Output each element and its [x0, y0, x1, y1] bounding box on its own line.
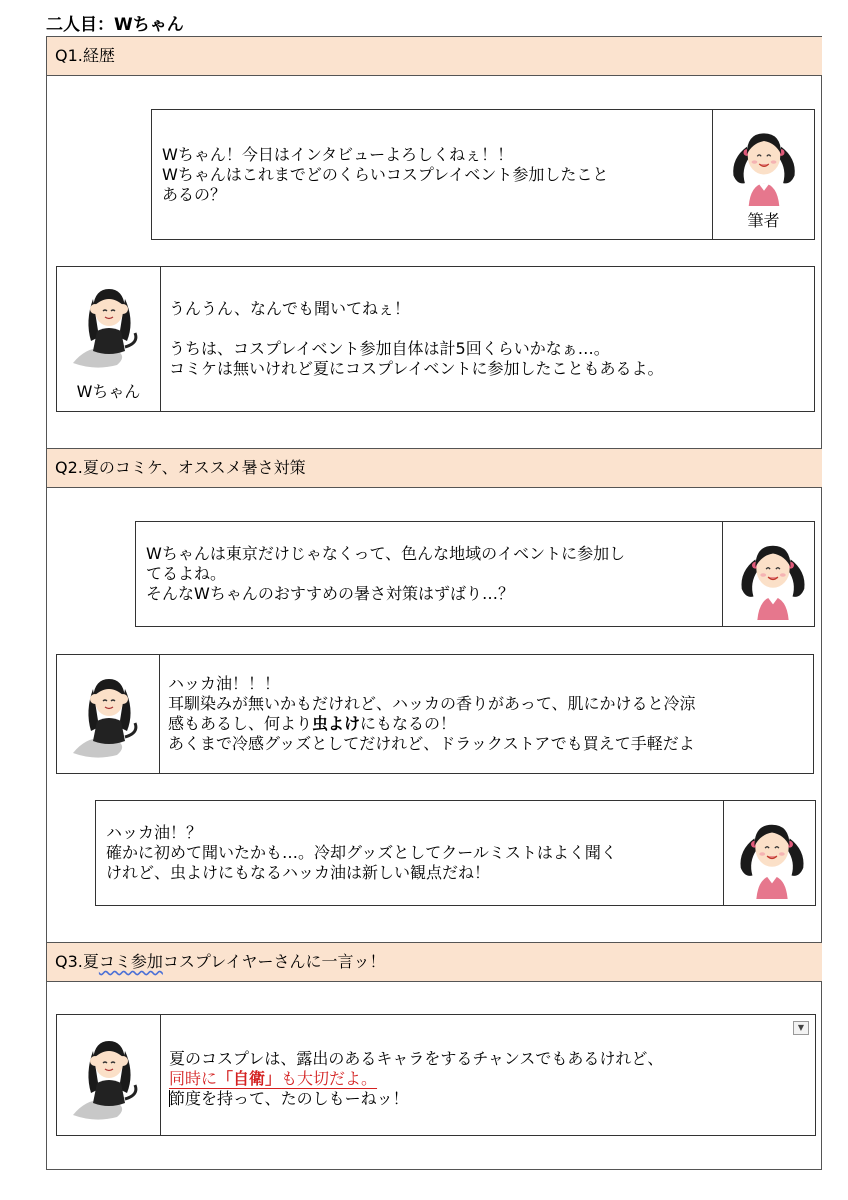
- text-line: てるよね。: [146, 564, 227, 583]
- text-line: [169, 1089, 663, 1109]
- speaker-label-author: 筆者: [747, 211, 780, 230]
- highlighted-text-line: [169, 1069, 663, 1089]
- text-line: 確かに初めて聞いたかも…。冷却グッズとしてクールミストはよく聞く: [106, 843, 617, 862]
- author-avatar-icon: [732, 811, 812, 899]
- dialogue-text: [161, 267, 814, 411]
- heading-text: Q3.夏: [55, 952, 99, 971]
- author-avatar-cell: [723, 801, 815, 905]
- bold-text: 虫よけ: [312, 714, 361, 733]
- author-avatar-cell: [712, 110, 814, 239]
- dialogue-guest-q1: [56, 266, 815, 412]
- section-heading-q3: [47, 942, 822, 982]
- cosplayer-avatar-icon: [69, 1029, 149, 1123]
- text-line: Wちゃん！今日はインタビューよろしくねぇ！！: [162, 144, 514, 164]
- text-line: うんうん、なんでも聞いてねぇ！: [169, 299, 410, 318]
- speaker-label-guest: Wちゃん: [76, 382, 141, 401]
- guest-avatar-cell: [57, 267, 161, 411]
- text-line: あるの？: [162, 184, 227, 204]
- text-line: 夏のコスプレは、露出のあるキャラをするチャンスでもあるけれど、: [169, 1049, 664, 1068]
- section-heading-q1: Q1.経歴: [47, 36, 822, 76]
- text-span: にもなるの！: [360, 714, 457, 733]
- dialogue-author-q1: [151, 109, 815, 240]
- spellcheck-underlined-text: コミ参加: [98, 952, 163, 971]
- author-avatar-icon: [733, 532, 813, 620]
- author-avatar-cell: [722, 522, 814, 626]
- section-heading-q2: Q2.夏のコミケ、オススメ暑さ対策: [47, 448, 822, 488]
- bold-text: 「自衛」: [217, 1069, 282, 1088]
- text-line: けれど、虫よけにもなるハッカ油は新しい観点だね！: [106, 863, 491, 882]
- text-line: コミケは無いけれど夏にコスプレイベントに参加したこともあるよ。: [169, 359, 664, 378]
- text-line: Wちゃんはこれまでどのくらいコスプレイベント参加したこと: [162, 164, 609, 184]
- cell-dropdown-button[interactable]: ▼: [793, 1021, 809, 1035]
- text-line: 耳馴染みが無いかもだけれど、ハッカの香りがあって、肌にかけると冷涼: [168, 694, 696, 713]
- page-title: 二人目：Wちゃん: [46, 15, 184, 35]
- text-line: Wちゃんは東京だけじゃなくって、色んな地域のイベントに参加し: [146, 544, 626, 563]
- dialogue-text[interactable]: [161, 1015, 815, 1135]
- cosplayer-avatar-icon: [69, 667, 149, 761]
- text-line: うちは、コスプレイベント参加自体は計5回くらいかなぁ…。: [169, 339, 610, 358]
- guest-avatar-cell: [57, 1015, 161, 1135]
- dialogue-guest-q2: [56, 654, 814, 774]
- dialogue-text: [160, 655, 813, 773]
- dialogue-text: [152, 110, 712, 239]
- text-span: 節度を持って、たのしもーねッ！: [169, 1089, 409, 1108]
- cosplayer-avatar-icon: [69, 279, 149, 369]
- guest-avatar-cell: [57, 655, 160, 773]
- text-line: [168, 714, 696, 734]
- author-avatar-icon: [725, 120, 803, 206]
- dialogue-author-q2: [135, 521, 815, 627]
- text-line: あくまで冷感グッズとしてだけれど、ドラックストアでも買えて手軽だよ: [168, 734, 695, 753]
- text-span: 同時に: [169, 1069, 218, 1088]
- text-span: 感もあるし、何より: [168, 714, 313, 733]
- dialogue-author2-q2: [95, 800, 816, 906]
- text-line: ハッカ油！！！: [168, 674, 281, 693]
- text-line: そんなWちゃんのおすすめの暑さ対策はずばり…？: [146, 584, 514, 603]
- heading-text: コスプレイヤーさんに一言ッ！: [162, 952, 386, 971]
- dialogue-text: [136, 522, 722, 626]
- text-line: ハッカ油！？: [106, 823, 203, 842]
- dialogue-guest-q3: [56, 1014, 816, 1136]
- text-span: も大切だよ。: [281, 1069, 378, 1088]
- dialogue-text: [96, 801, 723, 905]
